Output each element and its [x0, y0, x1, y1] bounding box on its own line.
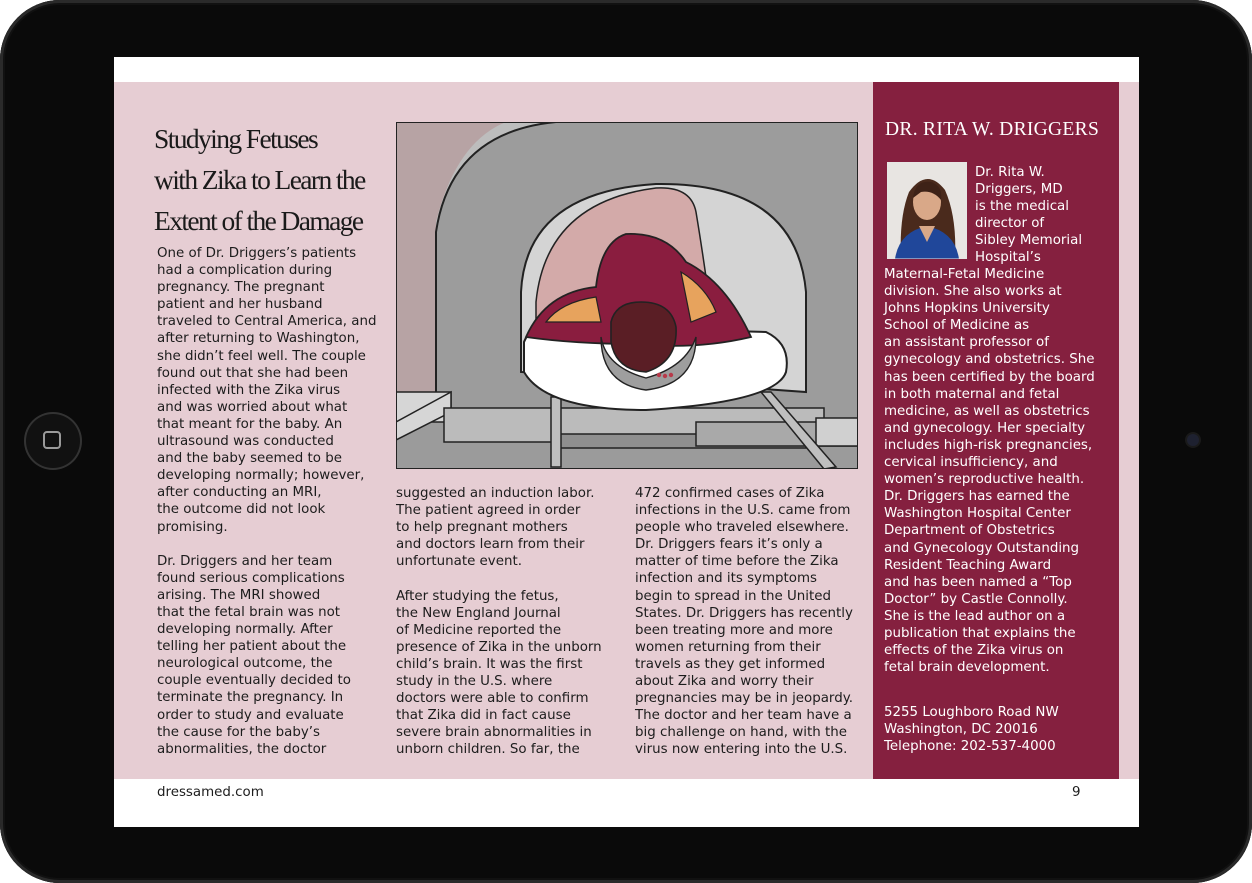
home-square-icon: [43, 431, 61, 449]
page-number: 9: [1072, 785, 1081, 800]
front-camera: [1187, 434, 1199, 446]
sidebar-title: DR. RITA W. DRIGGERS: [885, 119, 1100, 140]
article-column-3: 472 confirmed cases of Zika infections in the U.S. came from people who traveled elsewhere. Dr. Driggers fears it’s only a matter of time before the Zika infection and its symptoms begin to spread in the United States. Dr. Driggers has recently been treating more and more women returning from their travels as they get informed about Zika and worry their pregnancies may be in jeopardy. The doctor and her team have a big challenge on hand, with the virus now entering into the U.S.: [635, 486, 853, 758]
article-column-2: suggested an induction labor. The patient agreed in order to help pregnant mothers and doctors learn from their unfortunate event. After studying the fetus, the New England Journal of Medicine reported the presence of Zika in the unborn child’s brain. It was the first study in the U.S. where doctors were able to confirm that Zika did in fact cause severe brain abnormalities in unborn children. So far, the: [396, 486, 602, 758]
sidebar-bio: Maternal-Fetal Medicine division. She also works at Johns Hopkins University School of Medicine as an assistant professor of gynecology and obstetrics. She has been certified by the board in both maternal and fetal medicine, as well as obstetrics and gynecology. Her specialty includes high-risk pregnancies, cervical insufficiency, and women’s reproductive health. Dr. Driggers has earned the Washington Hospital Center Department of Obstetrics and Gynecology Outstanding Resident Teaching Award and has been named a “Top Doctor” by Castle Connolly. She is the lead author on a publication that explains the effects of the Zika virus on fetal brain development.: [884, 267, 1095, 676]
article-column-1: One of Dr. Driggers’s patients had a complication during pregnancy. The pregnant patient and her husband traveled to Central America, and after returning to Washington, she didn’t feel well. The couple found out that she had been infected with the Zika virus and was worried about what that meant for the baby. An ultrasound was conducted and the baby seemed to be developing normally; however, after conducting an MRI, the outcome did not look promising. Dr. Driggers and her team found serious complications arising. The MRI showed that the fetal brain was not developing normally. After telling her patient about the neurological outcome, the couple eventually decided to terminate the pregnancy. In order to study and evaluate the cause for the baby’s abnormalities, the doctor: [157, 246, 377, 757]
home-button[interactable]: [24, 412, 82, 470]
sidebar-address: 5255 Loughboro Road NW Washington, DC 20016 Telephone: 202-537-4000: [884, 705, 1059, 755]
sidebar-intro: Dr. Rita W. Driggers, MD is the medical director of Sibley Memorial Hospital’s: [975, 165, 1083, 266]
screen: [114, 57, 1139, 827]
mri-illustration: [396, 122, 858, 469]
footer-site[interactable]: dressamed.com: [157, 785, 264, 800]
author-sidebar: [873, 82, 1119, 779]
doctor-portrait: [887, 162, 967, 259]
article-headline: Studying Fetuses with Zika to Learn the Extent of the Damage: [154, 123, 365, 236]
magazine-page: [114, 82, 1139, 779]
